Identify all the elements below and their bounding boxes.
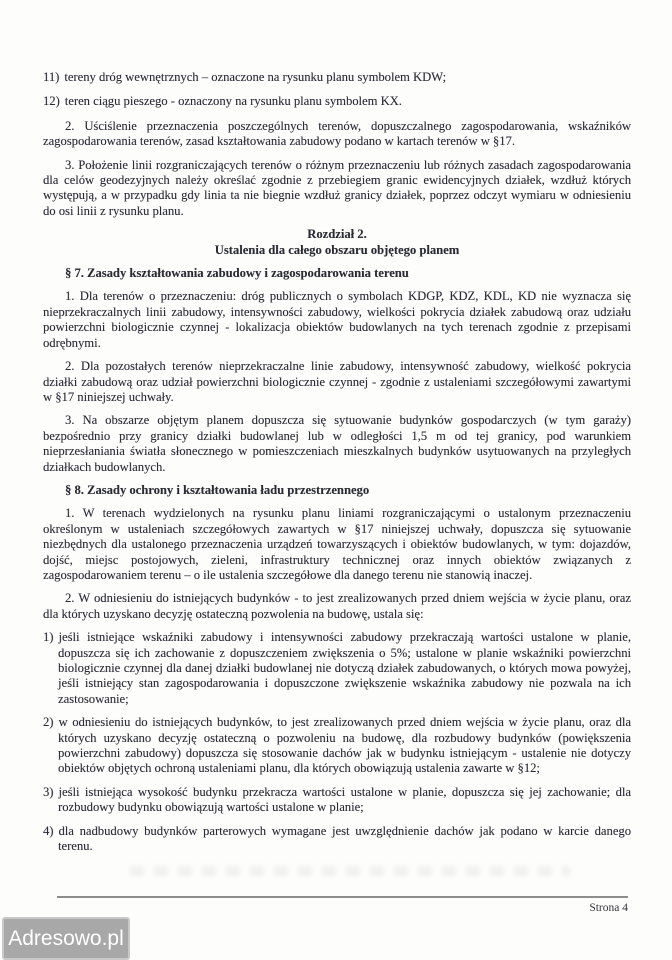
- list-item: [43, 824, 631, 855]
- list-item-marker: 2): [43, 715, 54, 730]
- list-item-marker: 1): [43, 630, 54, 645]
- chapter-title: Rozdział 2.: [307, 227, 367, 242]
- list-item: [43, 785, 631, 816]
- section-7-heading: § 7. Zasady kształtowania zabudowy i zagospodarowania terenu: [65, 266, 409, 281]
- footer-rule: [57, 896, 628, 898]
- paragraph: 3. Położenie linii rozgraniczających terenów o różnym przeznaczeniu lub różnych zasadach zagospodarowania dla celów geodezyjnych należy określać zgodnie z przebiegiem granic ewidencyjnych działek, wzdłuż których występują, a w przypadku gdy linia ta nie biegnie wzdłuż granicy działek, poprzez odczyt wymiaru w odniesieniu do osi linii z rysunku planu.: [43, 157, 631, 218]
- list-item-text: jeśli istniejące wskaźniki zabudowy i intensywności zabudowy przekraczają wartości ustalone w planie, dopuszcza się ich zachowanie z dopuszczeniem zwiększenia o 5%; ustalone w planie wskaźniki powierzchni biologicznie czynnej dla danej działki budowlanej nie dotyczą działek zabudowanych, o których mowa powyżej, jeśli istniejący stan zagospodarowania i dopuszczone zwiększenie wskaźnika zabudowy nie pozwala na ich zastosowanie;: [58, 630, 631, 706]
- list-item-marker: 4): [43, 823, 54, 838]
- section-8-heading: § 8. Zasady ochrony i kształtowania ładu przestrzennego: [65, 482, 370, 497]
- list-item-text: teren ciągu pieszego - oznaczony na rysunku planu symbolem KX.: [64, 94, 402, 109]
- paragraph: 2. Uściślenie przeznaczenia poszczególnych terenów, dopuszczalnego zagospodarowania, wskaźników zagospodarowania terenów, zasad kształtowania zabudowy podano w kartach terenów w §17.: [43, 118, 631, 149]
- list-item-text: jeśli istniejąca wysokość budynku przekracza wartości ustalone w planie, dopuszcza się jej zachowanie; dla rozbudowy budynku obowiązują wartości ustalone w planie;: [58, 784, 631, 815]
- scan-bleedthrough-artifact: [130, 866, 570, 876]
- paragraph: 3. Na obszarze objętym planem dopuszcza się sytuowanie budynków gospodarczych (w tym garaży) bezpośrednio przy granicy działki budowlanej lub w odległości 1,5 m od tej granicy, pod warunkiem nieprzesłaniania światła słonecznego w pomieszczeniach mieszkalnych budynków usytuowanych na przyległych działkach budowlanych.: [43, 413, 631, 474]
- watermark-badge: [2, 917, 130, 960]
- list-item-marker: 11): [43, 70, 60, 84]
- document-body: [43, 70, 631, 862]
- list-item: [43, 94, 631, 109]
- paragraph: 1. Dla terenów o przeznaczeniu: dróg publicznych o symbolach KDGP, KDZ, KDL, KD nie wyznacza się nieprzekraczalnych linii zabudowy, intensywności zabudowy, wielkości pokrycia działek zabudową oraz udziału powierzchni biologicznie czynnej - lokalizacja obiektów budowlanych na tych terenach zgodnie z przepisami odrębnymi.: [43, 289, 631, 350]
- page-number: Strona 4: [589, 902, 628, 914]
- chapter-heading: [43, 227, 631, 258]
- paragraph: 2. Dla pozostałych terenów nieprzekraczalne linie zabudowy, intensywność zabudowy, wielkość pokrycia działki zabudową oraz udział powierzchni biologicznie czynnej - zgodnie z ustaleniami szczegółowymi zawartymi w §17 niniejszej uchwały.: [43, 359, 631, 404]
- list-item: [43, 70, 631, 85]
- watermark-label: Adresowo.pl: [8, 926, 124, 950]
- list-item: [43, 630, 631, 707]
- list-item-text: tereny dróg wewnętrznych – oznaczone na rysunku planu symbolem KDW;: [64, 70, 447, 84]
- paragraph: 2. W odniesieniu do istniejących budynków - to jest zrealizowanych przed dniem wejścia w życie planu, oraz dla których uzyskano decyzję ostateczną pozwolenia na budowę, ustala się:: [43, 591, 631, 621]
- list-item-marker: 3): [43, 784, 54, 799]
- list-item: [43, 715, 631, 777]
- list-item-text: dla nadbudowy budynków parterowych wymagane jest uwzględnienie dachów jak podano w karcie danego terenu.: [58, 823, 631, 854]
- chapter-subtitle: Ustalenia dla całego obszaru objętego planem: [214, 242, 460, 257]
- list-item-text: w odniesieniu do istniejących budynków, to jest zrealizowanych przed dniem wejścia w życie planu, oraz dla których uzyskano decyzję ostateczną o pozwoleniu na budowę, dla rozbudowy budynków (powiększenia powierzchni zabudowy) dopuszcza się stosowanie dachów jak w budynku istniejącym - ustalenie nie dotyczy obiektów objętych ochroną ustaleniami planu, dla których obowiązują ustalenia zawarte w §12;: [58, 715, 631, 776]
- paragraph: 1. W terenach wydzielonych na rysunku planu liniami rozgraniczającymi o ustalonym przeznaczeniu określonym w ustaleniach szczegółowych zawartych w §17 niniejszej uchwały, dopuszcza się sytuowanie niezbędnych dla ustalonego przeznaczenia urządzeń towarzyszących i obiektów budowlanych, w tym: dojazdów, dojść, miejsc postojowych, zieleni, infrastruktury technicznej oraz innych obiektów związanych z zagospodarowaniem terenu – o ile ustalenia szczegółowe dla danego terenu nie stanowią inaczej.: [43, 506, 631, 582]
- list-item-marker: 12): [43, 94, 60, 109]
